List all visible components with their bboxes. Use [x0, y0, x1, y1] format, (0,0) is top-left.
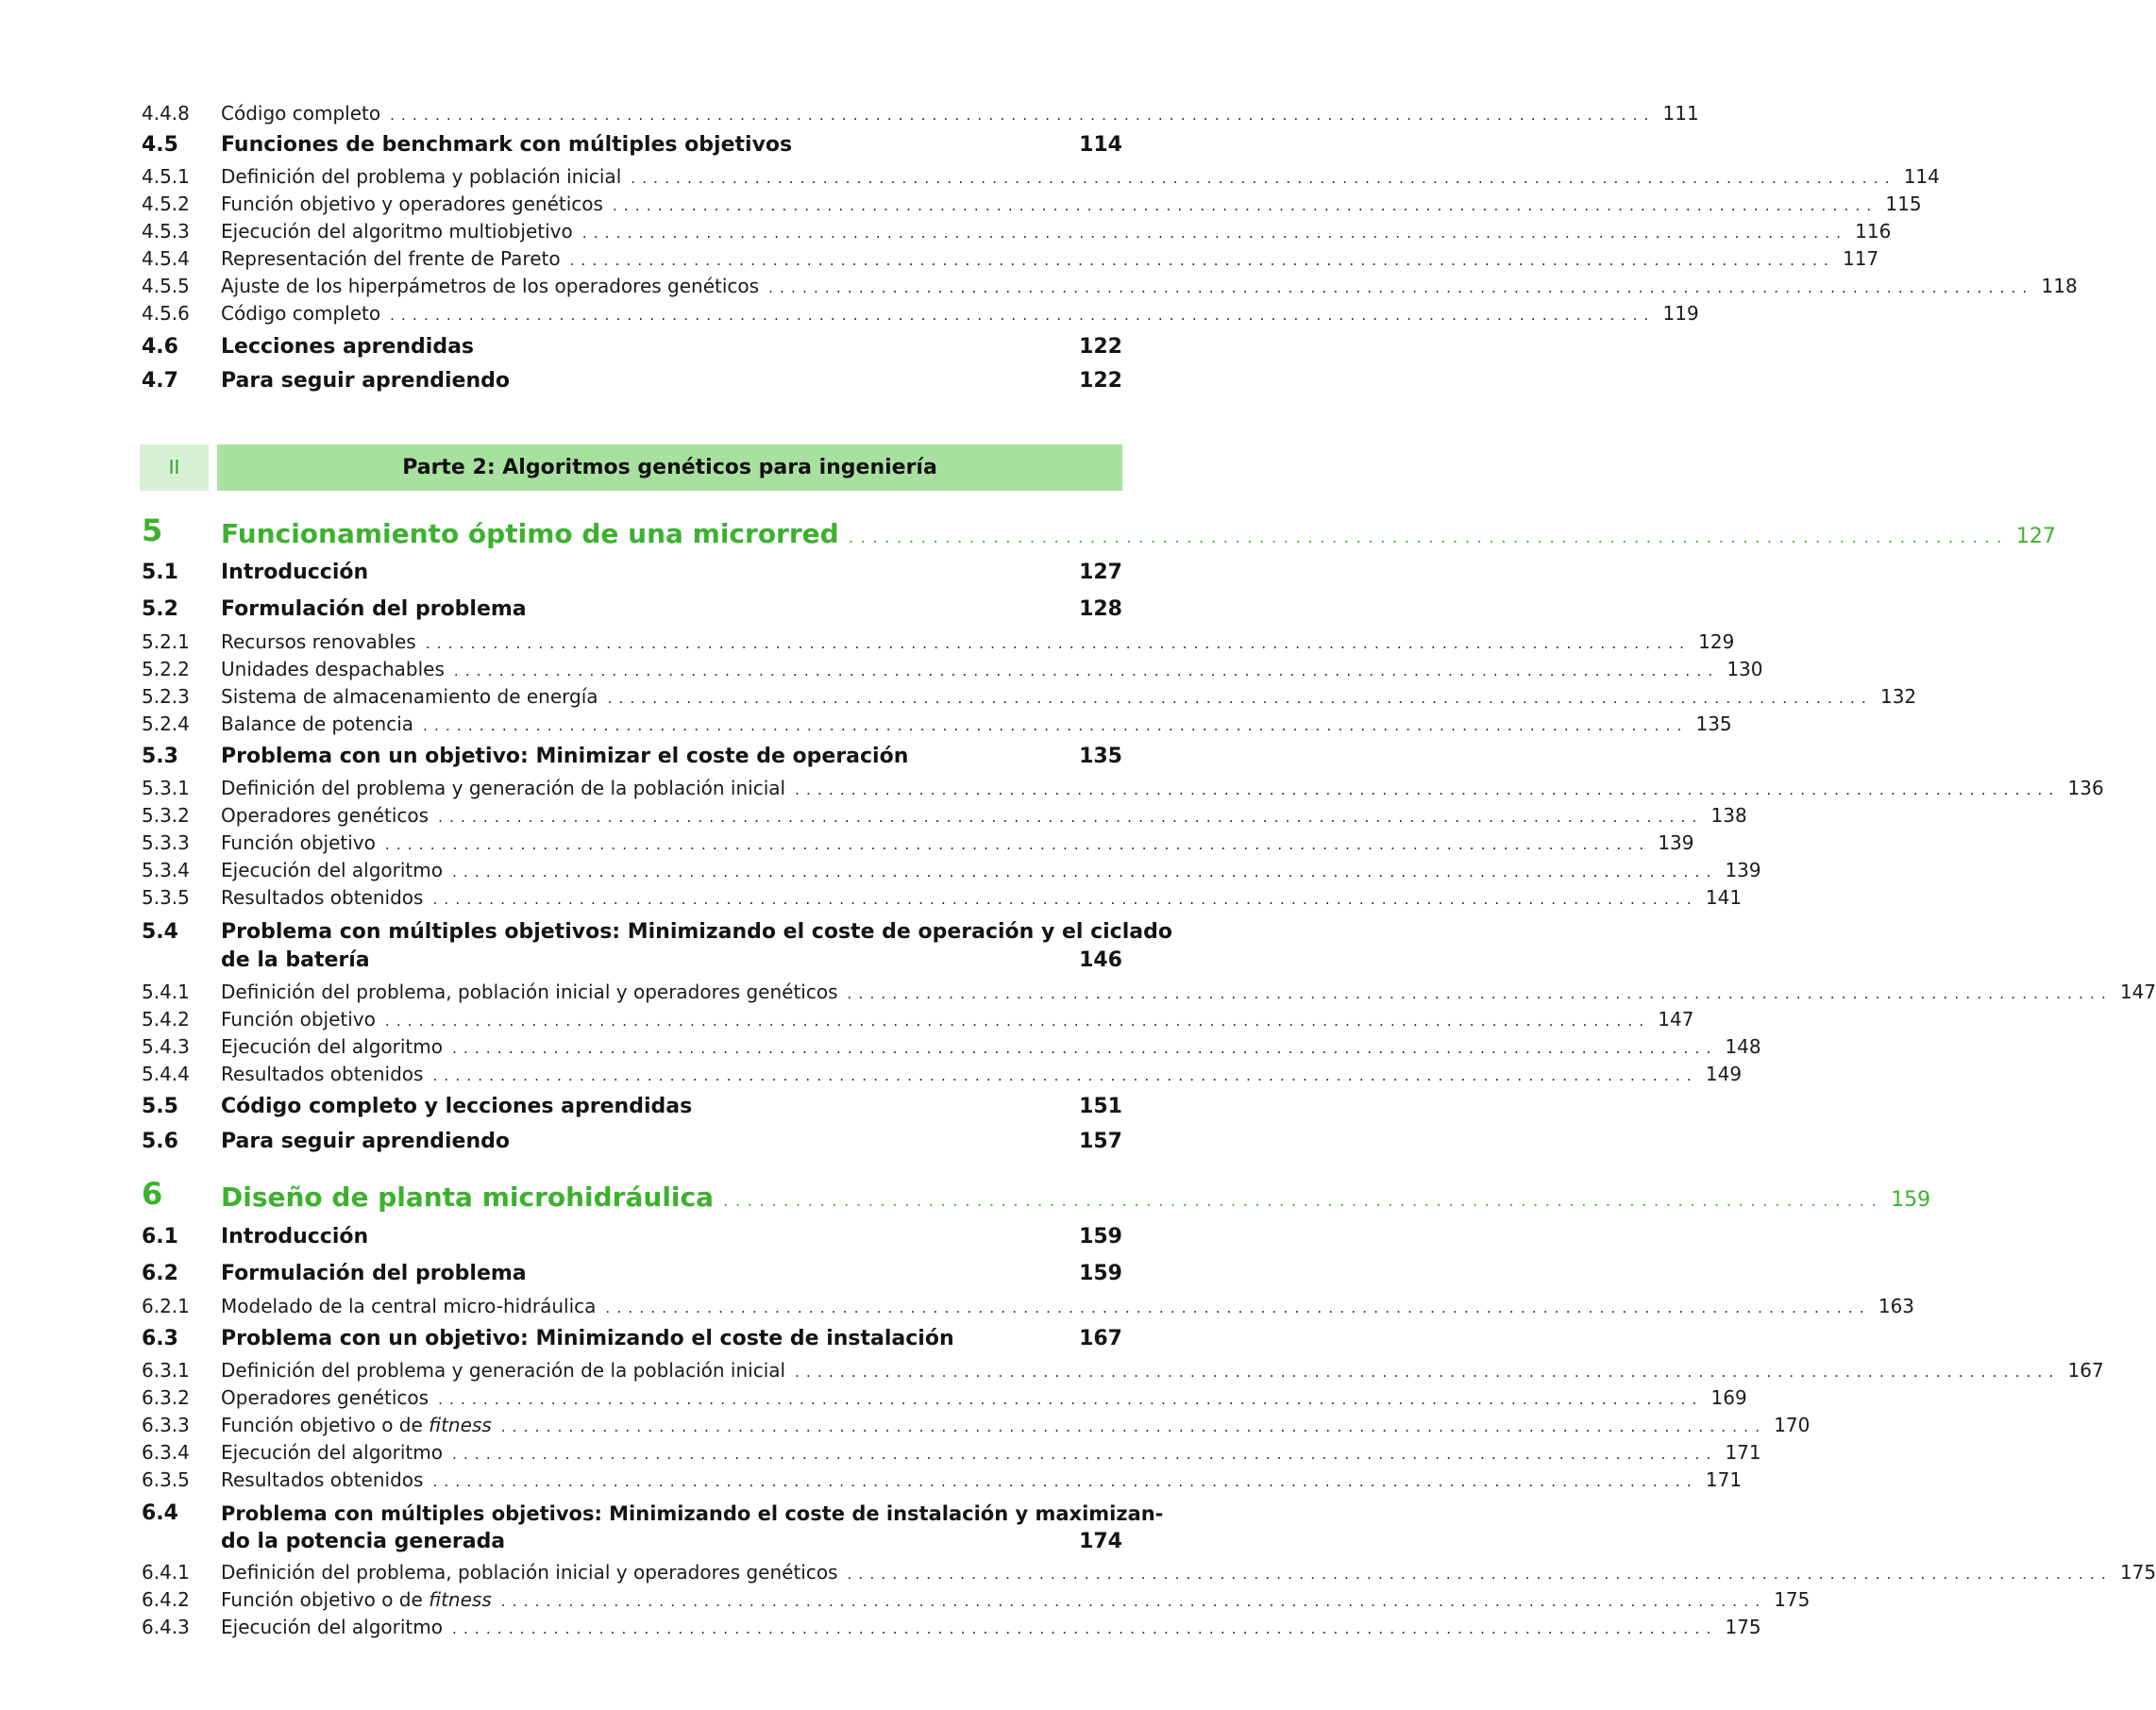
- part-title-banner[interactable]: Parte 2: Algoritmos genéticos para ingeniería: [217, 444, 1122, 491]
- entry-page: 141: [1705, 886, 1743, 909]
- section-number: 5.6: [142, 1130, 178, 1153]
- section-page: 114: [1079, 133, 1122, 157]
- entry-title: Operadores genéticos: [221, 1386, 430, 1409]
- entry-page: 148: [1725, 1035, 1761, 1058]
- toc-chapter[interactable]: 6 Diseño de planta microhidráulica ................................................................................................ 159: [142, 1176, 1931, 1213]
- section-title: Problema con un objetivo: Minimizando el coste de instalación: [221, 1327, 954, 1350]
- entry-number: 6.3.3: [142, 1414, 190, 1436]
- toc-entry[interactable]: 6.4.2 Función objetivo o de fitness ................................................................................................................ 175: [142, 1588, 1811, 1611]
- toc-entry[interactable]: 6.3.5 Resultados obtenidos ................................................................................................................ 171: [142, 1468, 1743, 1491]
- entry-title: Ejecución del algoritmo: [221, 1035, 443, 1058]
- entry-title: Código completo: [221, 302, 381, 325]
- entry-number: 5.2.1: [142, 630, 190, 653]
- entry-number: 4.5.4: [142, 247, 190, 270]
- section-title: Lecciones aprendidas: [221, 335, 475, 359]
- entry-page: 135: [1695, 712, 1732, 735]
- entry-number: 5.3.3: [142, 831, 190, 854]
- entry-page: 171: [1725, 1441, 1761, 1464]
- entry-number: 5.3.2: [142, 804, 190, 827]
- entry-number: 5.2.3: [142, 685, 190, 708]
- toc-entry[interactable]: 5.3.2 Operadores genéticos ................................................................................................................ 138: [142, 804, 1747, 827]
- toc-entry[interactable]: 4.5.1 Definición del problema y población inicial ................................................................................................................ 114: [142, 165, 1940, 188]
- section-number: 5.5: [142, 1095, 178, 1118]
- toc-entry[interactable]: 5.4.3 Ejecución del algoritmo ................................................................................................................ 148: [142, 1035, 1761, 1058]
- section-title: Formulación del problema: [221, 1262, 527, 1285]
- section-title-line2: de la batería: [221, 948, 370, 972]
- section-page: 122: [1079, 335, 1122, 359]
- entry-page: 138: [1710, 804, 1747, 827]
- entry-page: 129: [1698, 630, 1735, 653]
- entry-page: 132: [1879, 685, 1917, 708]
- entry-title: Representación del frente de Pareto: [221, 247, 561, 270]
- entry-number: 4.5.5: [142, 275, 190, 297]
- entry-title: Resultados obtenidos: [221, 1468, 424, 1491]
- entry-number: 5.4.4: [142, 1063, 190, 1085]
- entry-title: Código completo: [221, 102, 381, 125]
- entry-page: 167: [2067, 1359, 2104, 1382]
- section-title: Introducción: [221, 561, 369, 584]
- entry-page: 171: [1705, 1468, 1743, 1491]
- entry-page: 136: [2067, 777, 2104, 799]
- toc-entry[interactable]: 5.3.4 Ejecución del algoritmo ................................................................................................................ 139: [142, 859, 1761, 881]
- toc-chapter[interactable]: 5 Funcionamiento óptimo de una microrred ................................................................................................ 127: [142, 512, 2056, 549]
- entry-number: 6.3.4: [142, 1441, 190, 1464]
- entry-page: 139: [1658, 831, 1694, 854]
- entry-number: 6.4.3: [142, 1616, 190, 1638]
- entry-number: 6.3.2: [142, 1386, 190, 1409]
- entry-page: 118: [2041, 275, 2078, 297]
- entry-page: 115: [1885, 193, 1922, 215]
- entry-title: Sistema de almacenamiento de energía: [221, 685, 598, 708]
- section-number: 4.6: [142, 335, 178, 359]
- section-page: 146: [1079, 948, 1122, 972]
- toc-entry[interactable]: 6.2.1 Modelado de la central micro-hidráulica ................................................................................................................ 163: [142, 1295, 1915, 1317]
- toc-entry[interactable]: 5.4.4 Resultados obtenidos ................................................................................................................ 149: [142, 1063, 1743, 1085]
- entry-title: Ejecución del algoritmo: [221, 859, 443, 881]
- entry-page: 119: [1662, 302, 1699, 325]
- section-page: 122: [1079, 369, 1122, 393]
- entry-number: 5.4.2: [142, 1008, 190, 1031]
- section-page: 157: [1079, 1130, 1122, 1153]
- toc-entry[interactable]: 5.2.1 Recursos renovables ................................................................................................................ 129: [142, 630, 1735, 653]
- entry-number: 6.4.2: [142, 1588, 190, 1611]
- entry-number: 4.5.6: [142, 302, 190, 325]
- toc-entry[interactable]: 5.3.3 Función objetivo ................................................................................................................ 139: [142, 831, 1694, 854]
- section-number: 4.5: [142, 133, 178, 157]
- entry-page: 175: [1774, 1588, 1811, 1611]
- section-title: Para seguir aprendiendo: [221, 1130, 510, 1153]
- entry-page: 139: [1725, 859, 1761, 881]
- entry-number: 4.5.3: [142, 220, 190, 243]
- entry-page: 170: [1774, 1414, 1811, 1436]
- entry-title: Función objetivo: [221, 1008, 376, 1031]
- section-page: 159: [1079, 1225, 1122, 1249]
- entry-title: Balance de potencia: [221, 712, 414, 735]
- entry-page: 114: [1903, 165, 1940, 188]
- entry-page: 111: [1662, 102, 1699, 125]
- entry-number: 4.5.1: [142, 165, 190, 188]
- section-page: 128: [1079, 597, 1122, 621]
- entry-title: Ejecución del algoritmo: [221, 1616, 443, 1638]
- entry-title: Resultados obtenidos: [221, 1063, 424, 1085]
- chapter-number: 6: [142, 1176, 163, 1212]
- entry-number: 5.3.5: [142, 886, 190, 909]
- section-page: 167: [1079, 1327, 1122, 1350]
- entry-title: Modelado de la central micro-hidráulica: [221, 1295, 597, 1317]
- entry-number: 6.2.1: [142, 1295, 190, 1317]
- entry-number: 5.2.2: [142, 658, 190, 680]
- section-title: Introducción: [221, 1225, 369, 1249]
- entry-title: Definición del problema y población inicial: [221, 165, 622, 188]
- section-page: 174: [1079, 1530, 1122, 1553]
- section-page: 159: [1079, 1262, 1122, 1285]
- entry-number: 6.3.1: [142, 1359, 190, 1382]
- entry-title: Definición del problema y generación de la población inicial: [221, 777, 786, 799]
- chapter-title: Diseño de planta microhidráulica: [221, 1182, 715, 1213]
- section-number: 5.2: [142, 597, 178, 621]
- section-number: 5.4: [142, 920, 178, 944]
- toc-entry[interactable]: 6.4.3 Ejecución del algoritmo ................................................................................................................ 175: [142, 1616, 1761, 1638]
- toc-entry[interactable]: 5.3.5 Resultados obtenidos ................................................................................................................ 141: [142, 886, 1743, 909]
- entry-number: 5.4.1: [142, 981, 190, 1003]
- section-page: 127: [1079, 561, 1122, 584]
- section-page: 151: [1079, 1095, 1122, 1118]
- toc-entry[interactable]: 5.2.3 Sistema de almacenamiento de energía ................................................................................................................ 132: [142, 685, 1917, 708]
- section-number: 6.2: [142, 1262, 178, 1285]
- section-number: 5.1: [142, 561, 178, 584]
- toc-entry[interactable]: 6.4.1 Definición del problema, población inicial y operadores genéticos ................................................................................................................ 175: [142, 1561, 2156, 1584]
- entry-number: 5.2.4: [142, 712, 190, 735]
- entry-title: Función objetivo o de fitness: [221, 1414, 492, 1436]
- entry-title: Definición del problema y generación de la población inicial: [221, 1359, 786, 1382]
- toc-entry[interactable]: 5.2.2 Unidades despachables ................................................................................................................ 130: [142, 658, 1763, 680]
- section-title: Formulación del problema: [221, 597, 527, 621]
- entry-title: Definición del problema, población inicial y operadores genéticos: [221, 1561, 838, 1584]
- entry-title: Función objetivo o de fitness: [221, 1588, 492, 1611]
- entry-title: Resultados obtenidos: [221, 886, 424, 909]
- toc-entry[interactable]: 4.5.5 Ajuste de los hiperpámetros de los operadores genéticos ................................................................................................................ 118: [142, 275, 2078, 297]
- toc-entry[interactable]: 6.3.4 Ejecución del algoritmo ................................................................................................................ 171: [142, 1441, 1761, 1464]
- entry-title: Ejecución del algoritmo multiobjetivo: [221, 220, 573, 243]
- entry-title: Ajuste de los hiperpámetros de los operadores genéticos: [221, 275, 760, 297]
- section-title: Código completo y lecciones aprendidas: [221, 1095, 693, 1118]
- toc-entry[interactable]: 5.2.4 Balance de potencia ................................................................................................................ 135: [142, 712, 1732, 735]
- chapter-number: 5: [142, 512, 163, 548]
- toc-entry[interactable]: 4.5.6 Código completo ................................................................................................................ 119: [142, 302, 1699, 325]
- toc-entry[interactable]: 4.5.4 Representación del frente de Pareto ................................................................................................................ 117: [142, 247, 1879, 270]
- entry-number: 5.4.3: [142, 1035, 190, 1058]
- entry-page: 130: [1726, 658, 1763, 680]
- section-title-line1: Problema con múltiples objetivos: Minimizando el coste de instalación y maximizan-: [221, 1502, 1164, 1525]
- entry-page: 147: [2119, 981, 2156, 1003]
- section-number: 6.3: [142, 1327, 178, 1350]
- entry-page: 117: [1843, 247, 1879, 270]
- entry-title: Ejecución del algoritmo: [221, 1441, 443, 1464]
- section-number: 5.3: [142, 745, 178, 768]
- entry-title: Función objetivo: [221, 831, 376, 854]
- entry-page: 147: [1658, 1008, 1694, 1031]
- entry-title: Función objetivo y operadores genéticos: [221, 193, 603, 215]
- section-number: 6.1: [142, 1225, 178, 1249]
- section-title-line2: do la potencia generada: [221, 1530, 506, 1553]
- section-number: 4.7: [142, 369, 178, 393]
- toc-entry[interactable]: 5.4.1 Definición del problema, población inicial y operadores genéticos ................................................................................................................ 147: [142, 981, 2156, 1003]
- chapter-page: 127: [2015, 525, 2056, 548]
- entry-title: Definición del problema, población inicial y operadores genéticos: [221, 981, 838, 1003]
- entry-page: 175: [1725, 1616, 1761, 1638]
- part-number-box: II: [140, 444, 209, 491]
- section-number: 6.4: [142, 1501, 178, 1525]
- entry-page: 169: [1710, 1386, 1747, 1409]
- section-page: 135: [1079, 745, 1122, 768]
- toc-entry[interactable]: 5.4.2 Función objetivo ................................................................................................................ 147: [142, 1008, 1694, 1031]
- entry-page: 116: [1855, 220, 1892, 243]
- toc-entry[interactable]: 6.3.1 Definición del problema y generación de la población inicial ................................................................................................................ 167: [142, 1359, 2104, 1382]
- entry-page: 175: [2119, 1561, 2156, 1584]
- entry-title: Operadores genéticos: [221, 804, 430, 827]
- entry-title: Unidades despachables: [221, 658, 445, 680]
- toc-entry[interactable]: 6.3.3 Función objetivo o de fitness ................................................................................................................ 170: [142, 1414, 1811, 1436]
- entry-page: 163: [1878, 1295, 1915, 1317]
- toc-entry[interactable]: 6.3.2 Operadores genéticos ................................................................................................................ 169: [142, 1386, 1747, 1409]
- section-title: Problema con un objetivo: Minimizar el coste de operación: [221, 745, 909, 768]
- section-title-line1: Problema con múltiples objetivos: Minimizando el coste de operación y el ciclado: [221, 920, 1172, 944]
- entry-number: 4.4.8: [142, 102, 190, 125]
- chapter-title: Funcionamiento óptimo de una microrred: [221, 518, 839, 549]
- toc-entry[interactable]: 5.3.1 Definición del problema y generación de la población inicial ................................................................................................................ 136: [142, 777, 2104, 799]
- entry-number: 5.3.1: [142, 777, 190, 799]
- section-title: Para seguir aprendiendo: [221, 369, 510, 393]
- entry-number: 6.4.1: [142, 1561, 190, 1584]
- toc-entry[interactable]: 4.4.8 Código completo ................................................................................................................ 111: [142, 102, 1699, 125]
- entry-title: Recursos renovables: [221, 630, 416, 653]
- chapter-page: 159: [1891, 1188, 1931, 1212]
- section-title: Funciones de benchmark con múltiples objetivos: [221, 133, 793, 157]
- entry-number: 5.3.4: [142, 859, 190, 881]
- entry-number: 4.5.2: [142, 193, 190, 215]
- toc-entry[interactable]: 4.5.3 Ejecución del algoritmo multiobjetivo ................................................................................................................ 116: [142, 220, 1892, 243]
- entry-page: 149: [1705, 1063, 1743, 1085]
- toc-entry[interactable]: 4.5.2 Función objetivo y operadores genéticos ................................................................................................................ 115: [142, 193, 1922, 215]
- entry-number: 6.3.5: [142, 1468, 190, 1491]
